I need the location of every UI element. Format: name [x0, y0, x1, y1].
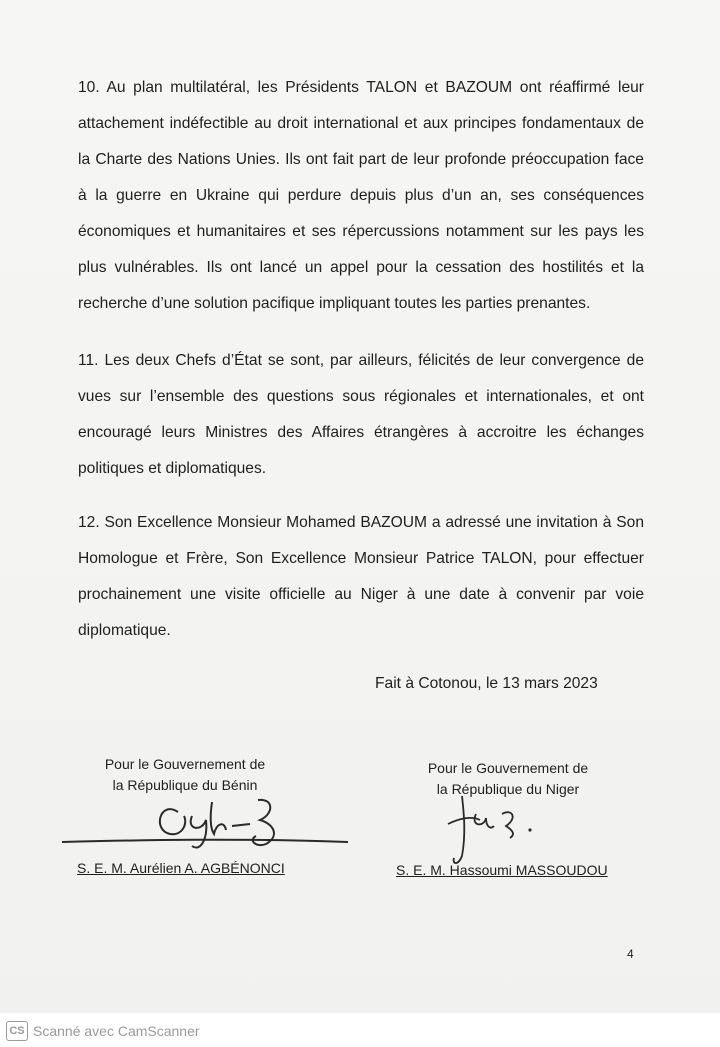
page-number: 4 — [627, 947, 634, 961]
camscanner-logo-icon: CS — [6, 1021, 28, 1041]
signatory-niger-name: S. E. M. Hassoumi MASSOUDOU — [396, 862, 608, 878]
signatory-niger-line2: la République du Niger — [436, 781, 580, 797]
scanner-text: Scanné avec CamScanner — [33, 1023, 200, 1039]
signatory-benin-line2: la République du Bénin — [112, 777, 258, 793]
signatory-benin-name: S. E. M. Aurélien A. AGBÉNONCI — [77, 860, 285, 876]
signature-niger — [440, 790, 560, 870]
signatory-benin-line1: Pour le Gouvernement de — [104, 756, 266, 772]
signatory-niger-line1: Pour le Gouvernement de — [427, 760, 589, 776]
place-date: Fait à Cotonou, le 13 mars 2023 — [375, 675, 598, 692]
paragraph-12: 12. Son Excellence Monsieur Mohamed BAZOUM a adressé une invitation à Son Homologue et Frère, Son Excellence Monsieur Patrice TALON, pour effectuer prochainement une visite officielle au Niger à une date à convenir par voie diplomatique. — [78, 514, 644, 639]
signature-benin — [60, 790, 350, 860]
scanner-watermark — [6, 1021, 200, 1041]
paragraph-11: 11. Les deux Chefs d’État se sont, par ailleurs, félicités de leur convergence de vues sur l’ensemble des questions sous régionales et internationales, et ont encouragé leurs Ministres des Affaires étrangères à accroitre les échanges politiques et diplomatiques. — [78, 352, 644, 477]
paragraph-10: 10. Au plan multilatéral, les Présidents TALON et BAZOUM ont réaffirmé leur attachement indéfectible au droit international et aux principes fondamentaux de la Charte des Nations Unies. Ils ont fait part de leur profonde préoccupation face à la guerre en Ukraine qui perdure depuis plus d’un an, ses conséquences économiques et humanitaires et ses répercussions notamment sur les pays les plus vulnérables. Ils ont lancé un appel pour la cessation des hostilités et la recherche d’une solution pacifique impliquant toutes les parties prenantes. — [78, 79, 644, 312]
